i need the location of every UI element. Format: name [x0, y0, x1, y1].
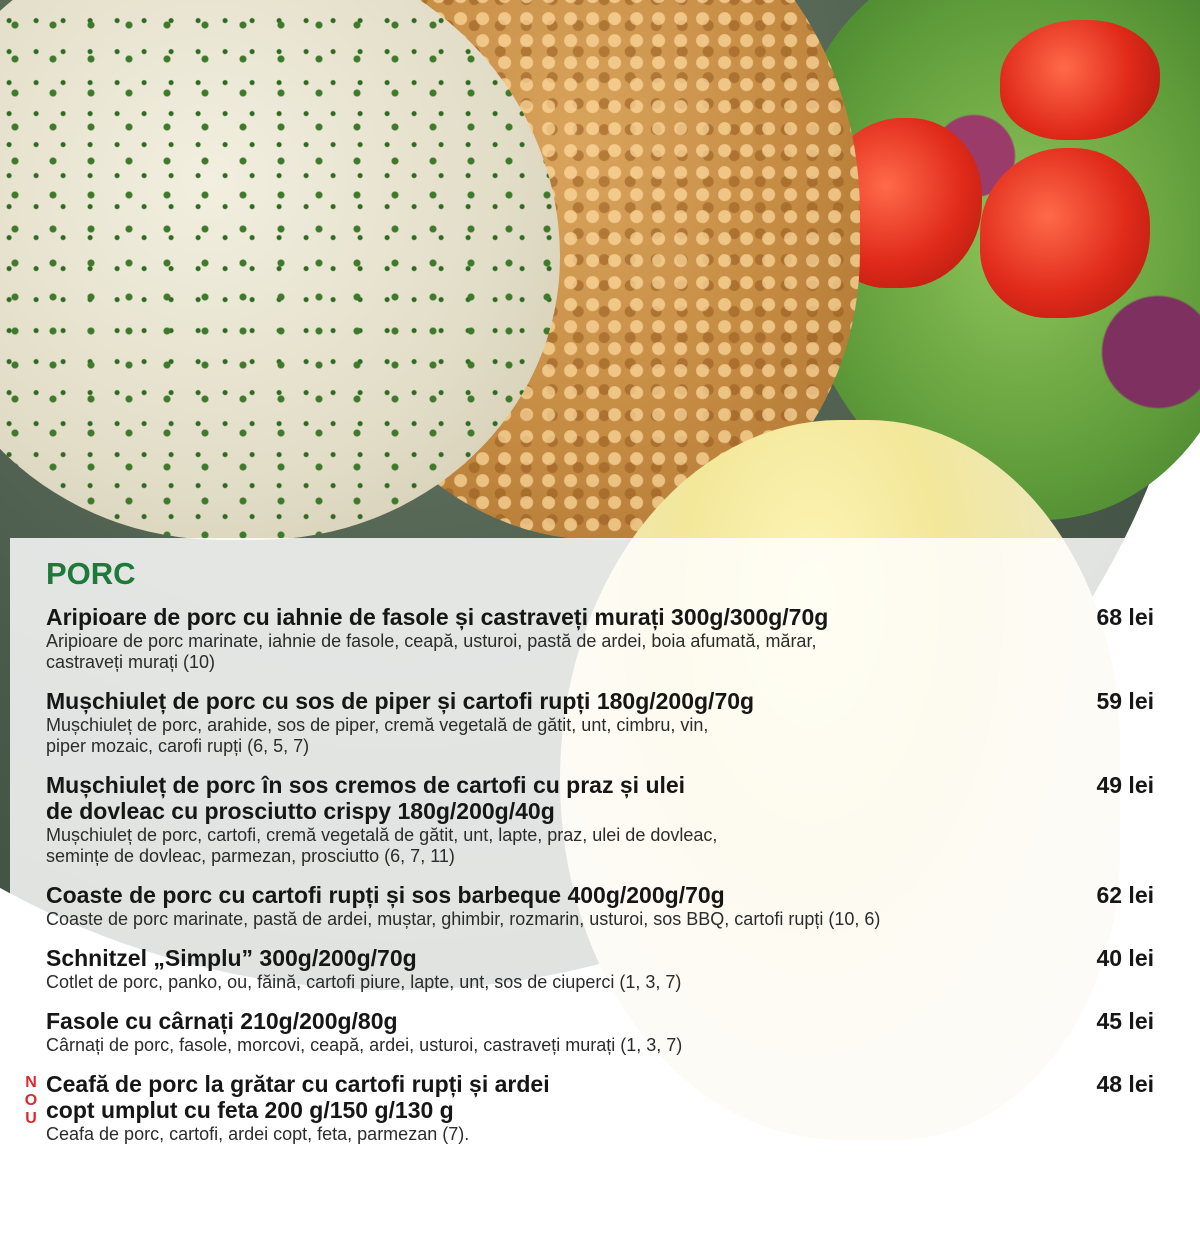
- tomato: [1000, 20, 1160, 140]
- item-price: 49 lei: [1096, 772, 1154, 798]
- item-price: 59 lei: [1096, 688, 1154, 714]
- item-description: Mușchiuleț de porc, arahide, sos de piper, cremă vegetală de gătit, unt, cimbru, vin, piper mozaic, carofi rupți (6, 5, 7): [46, 715, 709, 756]
- item-description: Cârnați de porc, fasole, morcovi, ceapă, ardei, usturoi, castraveți murați (1, 3, 7): [46, 1035, 683, 1055]
- item-description: Aripioare de porc marinate, iahnie de fasole, ceapă, usturoi, pastă de ardei, boia afumată, mărar, castraveți murați (10): [46, 631, 817, 672]
- item-price: 48 lei: [1096, 1071, 1154, 1097]
- item-description: Cotlet de porc, panko, ou, făină, cartofi piure, lapte, unt, sos de ciuperci (1, 3, 7): [46, 972, 682, 992]
- item-price: 40 lei: [1096, 945, 1154, 971]
- section-title: PORC: [46, 556, 136, 591]
- menu-section: [24, 556, 1154, 1160]
- menu-item: [24, 1071, 1154, 1145]
- item-description: Mușchiuleț de porc, cartofi, cremă vegetală de gătit, unt, lapte, praz, ulei de dovleac, semințe de dovleac, parmezan, prosciutto (6, 7, 11): [46, 825, 718, 866]
- item-name: Schnitzel „Simplu” 300g/200g/70g: [46, 945, 417, 971]
- item-name: Mușchiuleț de porc cu sos de piper și cartofi rupți 180g/200g/70g: [46, 688, 755, 714]
- item-name: Ceafă de porc la grătar cu cartofi rupți și ardei copt umplut cu feta 200 g/150 g/130 g: [46, 1071, 550, 1123]
- item-name: Fasole cu cârnați 210g/200g/80g: [46, 1008, 398, 1034]
- menu-item: [46, 604, 1154, 673]
- menu-item: [46, 945, 1154, 993]
- item-price: 62 lei: [1096, 882, 1154, 908]
- item-name: Aripioare de porc cu iahnie de fasole și castraveți murați 300g/300g/70g: [46, 604, 829, 630]
- item-name: Mușchiuleț de porc în sos cremos de cartofi cu praz și ulei de dovleac cu prosciutto crispy 180g/200g/40g: [46, 772, 686, 824]
- item-price: 45 lei: [1096, 1008, 1154, 1034]
- menu-item: [46, 1008, 1154, 1056]
- menu-item: [46, 688, 1154, 757]
- item-description: Ceafa de porc, cartofi, ardei copt, feta, parmezan (7).: [46, 1124, 470, 1144]
- item-description: Coaste de porc marinate, pastă de ardei, muștar, ghimbir, rozmarin, usturoi, sos BBQ, cartofi rupți (10, 6): [46, 909, 881, 929]
- new-badge: NOU: [24, 1074, 38, 1127]
- menu-item: [46, 772, 1154, 867]
- item-price: 68 lei: [1096, 604, 1154, 630]
- tomato: [980, 148, 1150, 318]
- item-name: Coaste de porc cu cartofi rupți și sos barbeque 400g/200g/70g: [46, 882, 725, 908]
- menu-item: [46, 882, 1154, 930]
